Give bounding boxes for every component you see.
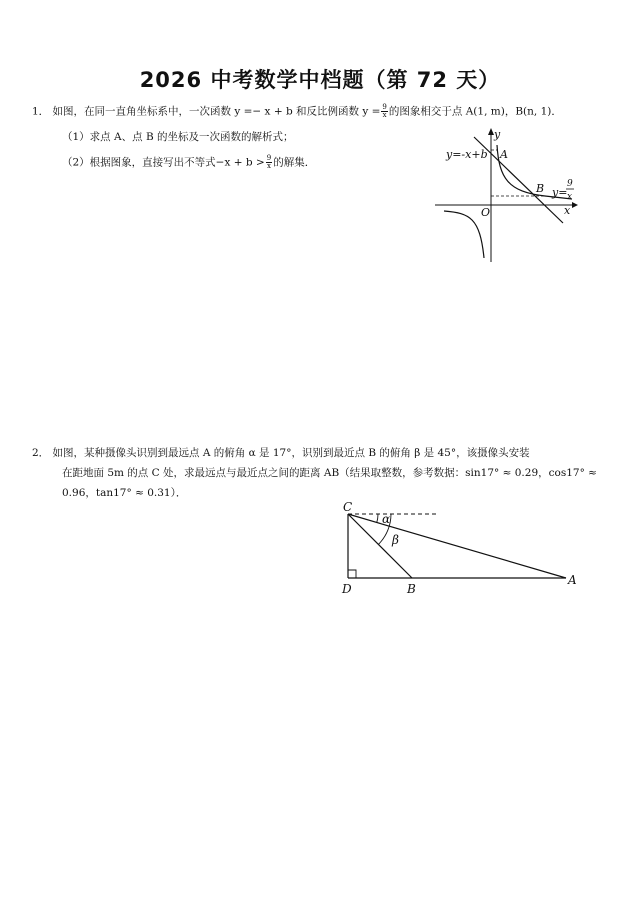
point-d-label: D <box>342 582 352 596</box>
q1-part2-fraction-denominator: x <box>266 162 271 170</box>
q2-statement-line1: 2． 如图，某种摄像头识别到最远点 A 的俯角 α 是 17°，识别到最近点 B 的俯角 β 是 45°，该摄像头安装 <box>32 447 530 459</box>
y-axis-label: y <box>494 128 501 141</box>
curve-label-numerator: 9 <box>567 179 573 189</box>
point-c-label: C <box>343 500 353 514</box>
point-b-label: B <box>536 182 545 195</box>
point-b-label: B <box>407 582 416 596</box>
origin-label: O <box>481 206 491 219</box>
point-a-label: A <box>500 148 508 161</box>
page-title: 2026 中考数学中档题（第 72 天） <box>139 68 501 92</box>
q2-statement-line3: 0.96，tan17° ≈ 0.31）． <box>62 487 187 499</box>
x-axis-label: x <box>564 204 571 217</box>
alpha-label: α <box>382 512 391 526</box>
q1-fraction-denominator: x <box>382 111 387 119</box>
curve-label-denominator: x <box>567 192 573 202</box>
point-a-label: A <box>568 573 577 587</box>
beta-label: β <box>392 533 399 547</box>
q1-part2-fraction-numerator: 9 <box>266 154 272 162</box>
q1-part2-end: 的解集． <box>273 156 316 169</box>
q1-statement-start: 1． 如图，在同一直角坐标系中，一次函数 y =− x + b 和反比例函数 y = <box>32 105 381 118</box>
q1-fraction-numerator: 9 <box>382 103 387 111</box>
curve-label-prefix: y= <box>552 186 568 199</box>
q1-part1: （1）求点 A、点 B 的坐标及一次函数的解析式； <box>62 131 294 143</box>
line-label: y=-x+b <box>446 148 488 161</box>
q1-statement-end: 的图象相交于点 A(1, m)，B(n, 1)． <box>388 105 562 118</box>
right-angle-mark <box>348 570 356 578</box>
q2-statement-line2: 在距地面 5m 的点 C 处，求最远点与最近点之间的距离 AB（结果取整数，参考数据：sin17° ≈ 0.29，cos17° ≈ <box>62 467 597 479</box>
q1-part2-start: （2）根据图象，直接写出不等式−x + b > <box>62 156 265 169</box>
alpha-arc <box>377 514 378 523</box>
